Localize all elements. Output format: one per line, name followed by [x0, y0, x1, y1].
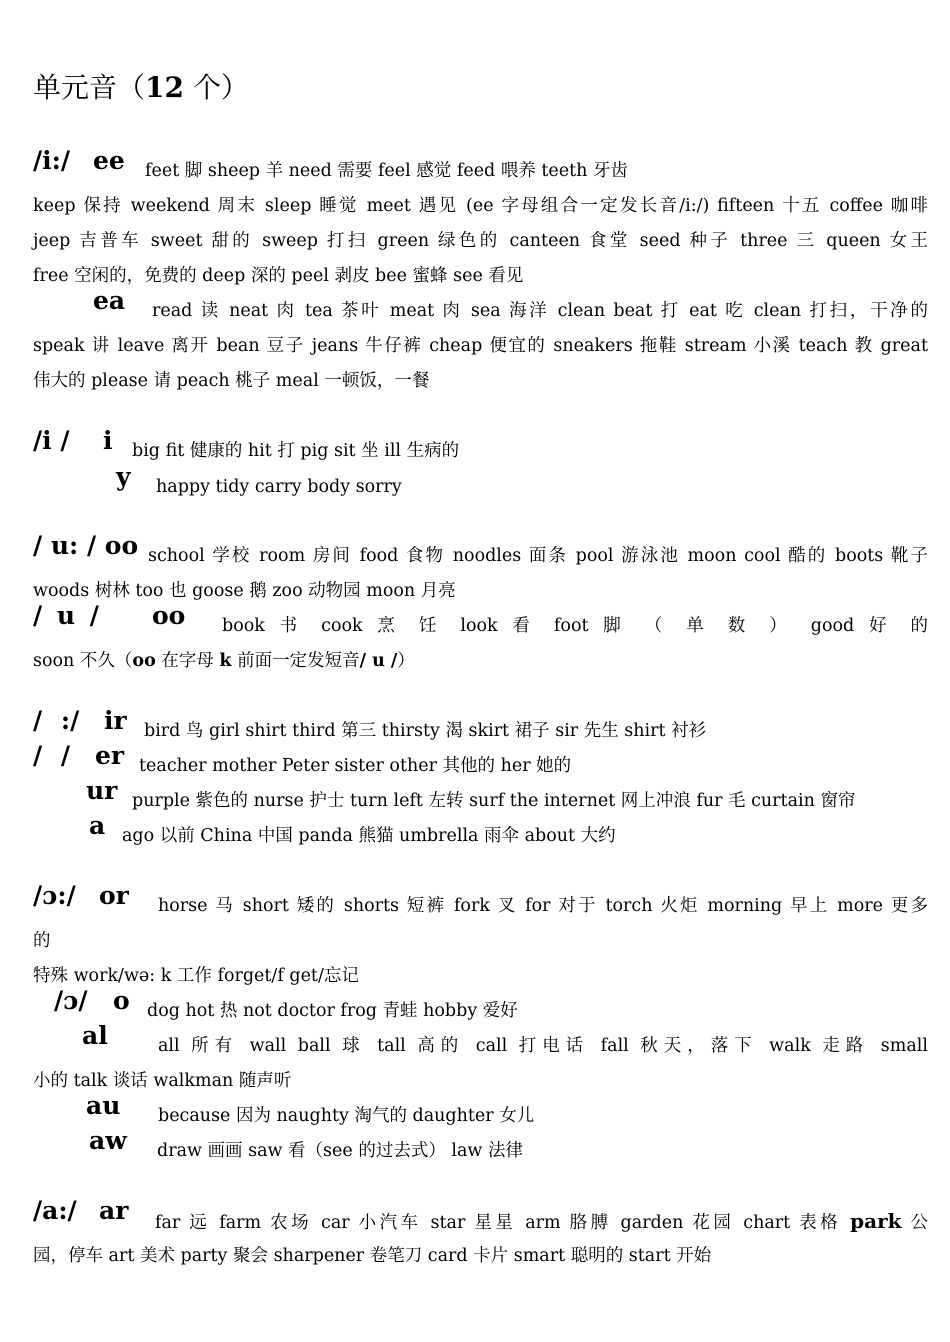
text-line-16: purple 紫色的 nurse 护士 turn left 左转 surf the internet 网上冲浪 fur 毛 curtain 窗帘: [132, 791, 856, 811]
phoneme-or: /ɔ:/: [33, 881, 76, 910]
text-line-18: horse 马 short 矮的 shorts 短裤 fork 叉 for 对于 torch 火炬 morning 早上 more 更多: [158, 896, 928, 916]
phoneme-ar: /a:/: [33, 1196, 77, 1225]
letter-y: y: [116, 462, 131, 491]
text-line-11: woods 树林 too 也 goose 鹅 zoo 动物园 moon 月亮: [33, 581, 456, 601]
text-line-8: big fit 健康的 hit 打 pig sit 坐 ill 生病的: [132, 441, 460, 461]
letter-a: a: [89, 811, 106, 840]
text-line-26: far 远 farm 农场 car 小汽车 star 星星 arm 胳膊 garden 花园 chart 表格 park 公: [155, 1209, 928, 1233]
letters-aw: aw: [89, 1126, 127, 1155]
letters-ea: ea: [93, 286, 126, 315]
text-line-14: bird 鸟 girl shirt third 第三 thirsty 渴 skirt 裙子 sir 先生 shirt 衬衫: [144, 721, 707, 741]
phoneme-i-long: /i:/: [33, 146, 70, 175]
letters-ir: ir: [104, 706, 127, 735]
text-line-17: ago 以前 China 中国 panda 熊猫 umbrella 雨伞 about 大约: [122, 826, 616, 846]
text-line-2: keep 保持 weekend 周末 sleep 睡觉 meet 遇见 (ee 字母组合一定发长音/i:/) fifteen 十五 coffee 咖啡: [33, 196, 928, 216]
phoneme-er-short: / /: [33, 741, 70, 770]
phoneme-u-long: / u: / oo: [33, 531, 139, 560]
letters-oo: oo: [152, 601, 186, 630]
letters-ur: ur: [86, 776, 118, 805]
letters-or: or: [99, 881, 129, 910]
letters-er: er: [95, 741, 125, 770]
text-line-7: 伟大的 please 请 peach 桃子 meal 一顿饭，一餐: [33, 371, 430, 391]
text-line-15: teacher mother Peter sister other 其他的 her 她的: [139, 756, 572, 776]
letters-ee: ee: [93, 146, 125, 175]
text-line-9: happy tidy carry body sorry: [156, 477, 402, 497]
text-line-22: all 所有 wall ball 球 tall 高的 call 打电话 fall 秋天，落下 walk 走路 small: [158, 1036, 928, 1056]
text-line-12: book 书 cook 烹 饪 look 看 foot 脚 （ 单 数 ） good 好 的: [222, 616, 928, 636]
text-line-23: 小的 talk 谈话 walkman 随声听: [33, 1071, 292, 1091]
phoneme-o: /ɔ/: [54, 986, 88, 1015]
letters-al: al: [82, 1021, 108, 1050]
letters-ar: ar: [99, 1196, 129, 1225]
page-title: 单元音（12 个）: [33, 71, 249, 104]
text-line-21: dog hot 热 not doctor frog 青蛙 hobby 爱好: [147, 1001, 518, 1021]
text-line-6: speak 讲 leave 离开 bean 豆子 jeans 牛仔裤 cheap 便宜的 sneakers 拖鞋 stream 小溪 teach 教 great: [33, 336, 928, 356]
text-line-1: feet 脚 sheep 羊 need 需要 feel 感觉 feed 喂养 teeth 牙齿: [145, 161, 628, 181]
text-line-20: 特殊 work/wə: k 工作 forget/f get/忘记: [33, 966, 359, 986]
text-line-19: 的: [33, 931, 51, 951]
letter-o: o: [113, 986, 130, 1015]
text-line-13: soon 不久（oo 在字母 k 前面一定发短音/ u /）: [33, 651, 415, 671]
text-line-24: because 因为 naughty 淘气的 daughter 女儿: [158, 1106, 535, 1126]
phoneme-er-long: / :/: [33, 706, 80, 735]
text-line-25: draw 画画 saw 看（see 的过去式） law 法律: [157, 1141, 523, 1161]
letters-au: au: [86, 1091, 121, 1120]
text-line-10: school 学校 room 房间 food 食物 noodles 面条 pool 游泳池 moon cool 酷的 boots 靴子: [148, 546, 928, 566]
text-line-3: jeep 吉普车 sweet 甜的 sweep 打扫 green 绿色的 canteen 食堂 seed 种子 three 三 queen 女王: [33, 231, 928, 251]
text-line-5: read 读 neat 肉 tea 茶叶 meat 肉 sea 海洋 clean beat 打 eat 吃 clean 打扫，干净的: [152, 301, 928, 321]
text-line-27: 园，停车 art 美术 party 聚会 sharpener 卷笔刀 card 卡片 smart 聪明的 start 开始: [33, 1246, 712, 1266]
letter-i: i: [103, 426, 113, 455]
phoneme-i-short: /i /: [33, 426, 70, 455]
text-line-4: free 空闲的，免费的 deep 深的 peel 剥皮 bee 蜜蜂 see 看见: [33, 266, 524, 286]
phoneme-u-short: / u /: [33, 601, 99, 630]
